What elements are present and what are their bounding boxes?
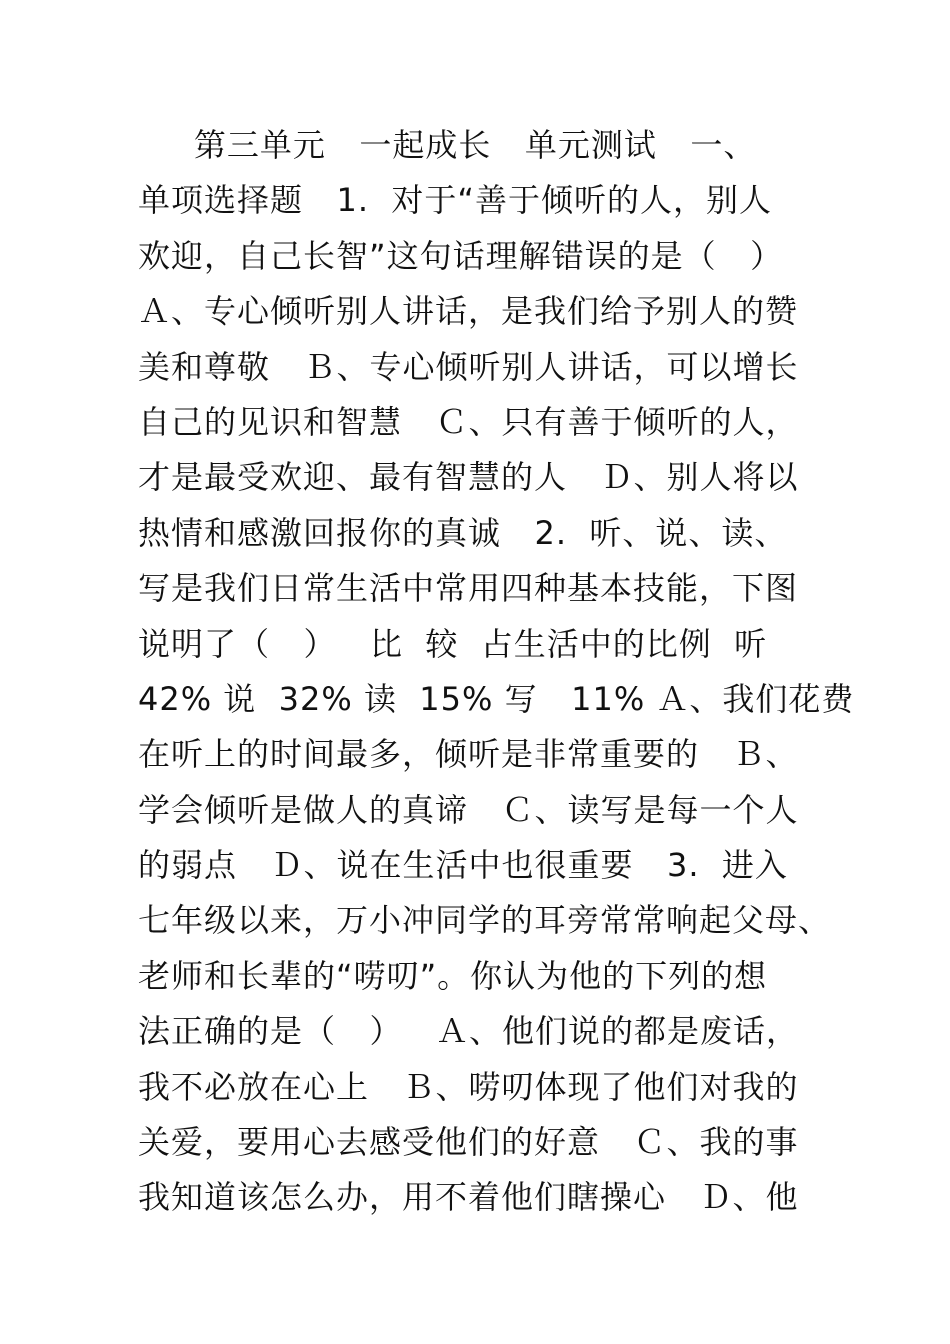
- text-line: 美和尊敬 Ｂ、专心倾听别人讲话，可以增长: [138, 347, 799, 386]
- document-body: [138, 118, 855, 1226]
- text-line: 自己的见识和智慧 Ｃ、只有善于倾听的人，: [138, 402, 799, 441]
- text-line: 欢迎，自己长智”这句话理解错误的是（ ）: [138, 236, 784, 275]
- text-line: 才是最受欢迎、最有智慧的人 Ｄ、别人将以: [138, 458, 799, 497]
- text-line: 写是我们日常生活中常用四种基本技能，下图: [138, 569, 799, 608]
- text-line: 说明了（ ） 比 较 占生活中的比例 听: [138, 624, 768, 663]
- text-line: 关爱，要用心去感受他们的好意 Ｃ、我的事: [138, 1123, 799, 1162]
- text-line: 第三单元 一起成长 单元测试 一、: [138, 126, 757, 164]
- text-line: 在听上的时间最多，倾听是非常重要的 Ｂ、: [138, 735, 799, 774]
- text-line: 我不必放在心上 Ｂ、唠叨体现了他们对我的: [138, 1067, 799, 1106]
- text-line: 热情和感激回报你的真诚 2. 听、说、读、: [138, 513, 788, 552]
- text-line: 老师和长辈的“唠叨”。你认为他的下列的想: [138, 956, 768, 995]
- text-line: 单项选择题 1. 对于“善于倾听的人，别人: [138, 181, 772, 220]
- text-line: 法正确的是（ ） Ａ、他们说的都是废话，: [138, 1012, 800, 1051]
- text-line: 学会倾听是做人的真谛 Ｃ、读写是每一个人: [138, 790, 799, 829]
- text-line: 七年级以来，万小冲同学的耳旁常常响起父母、: [138, 901, 832, 940]
- text-line: 42% 说 32% 读 15% 写 11% Ａ、我们花费: [138, 679, 855, 718]
- text-line: 我知道该怎么办，用不着他们瞎操心 Ｄ、他: [138, 1178, 799, 1217]
- text-line: 的弱点 Ｄ、说在生活中也很重要 3. 进入: [138, 846, 788, 885]
- text-line: Ａ、专心倾听别人讲话，是我们给予别人的赞: [138, 292, 799, 331]
